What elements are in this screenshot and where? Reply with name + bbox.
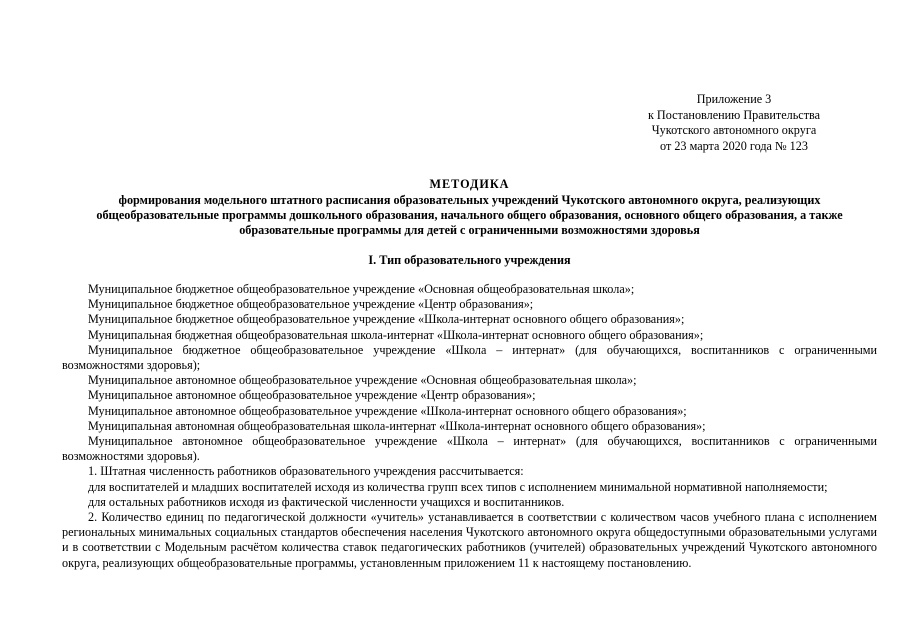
paragraph: Муниципальная бюджетная общеобразовательная школа-интернат «Школа-интернат основного общего образования»; <box>88 327 704 342</box>
section-heading: I. Тип образовательного учреждения <box>368 253 571 267</box>
paragraph: Муниципальное бюджетное общеобразовательное учреждение «Школа-интернат основного общего образования»; <box>88 312 685 327</box>
paragraph: Муниципальное бюджетное общеобразовательное учреждение «Центр образования»; <box>88 297 534 312</box>
paragraph: для остальных работников исходя из фактической численности учащихся и воспитанников. <box>88 494 565 509</box>
paragraph: Муниципальное бюджетное общеобразовательное учреждение «Основная общеобразовательная школа»; <box>88 282 635 296</box>
paragraph: для воспитателей и младших воспитателей исходя из количества групп всех типов с исполнением минимальной нормативной наполняемости; <box>88 479 828 494</box>
paragraph: 1. Штатная численность работников образовательного учреждения рассчитывается: <box>88 464 524 479</box>
paragraph: Муниципальное автономное общеобразовательное учреждение «Центр образования»; <box>88 388 536 403</box>
paragraph: Муниципальное бюджетное общеобразовательное учреждение «Школа – интернат» (для обучающихся, воспитанников с ограниченными возможностями здоровья); <box>62 342 877 373</box>
paragraph: Муниципальная автономная общеобразовательная школа-интернат «Школа-интернат основного общего образования»; <box>88 418 706 433</box>
document-body <box>62 282 877 571</box>
document-title: МЕТОДИКА <box>429 177 510 191</box>
appendix-line: Приложение 3 <box>696 92 772 106</box>
appendix-line: от 23 марта 2020 года № 123 <box>660 138 808 153</box>
paragraph: Муниципальное автономное общеобразовательное учреждение «Школа – интернат» (для обучающихся, воспитанников с ограниченными возможностями здоровья). <box>62 434 877 464</box>
paragraph: Муниципальное автономное общеобразовательное учреждение «Основная общеобразовательная школа»; <box>88 373 637 388</box>
document-page <box>62 0 877 640</box>
appendix-reference <box>638 92 830 154</box>
paragraph: Муниципальное автономное общеобразовательное учреждение «Школа-интернат основного общего образования»; <box>88 403 687 418</box>
appendix-line: к Постановлению Правительства <box>647 107 821 122</box>
paragraph: 2. Количество единиц по педагогической должности «учитель» устанавливается в соответствии с количеством часов учебного плана с исполнением региональных минимальных социальных стандартов обеспечения населения Чукотского автономного округа общедоступными образовательными услугами и в соответствии с Модельным расчётом количества ставок педагогических работников (учителей) образовательных учреждений Чукотского автономного округа, реализующих общеобразовательные программы, установленным приложением 11 к настоящему постановлению. <box>62 510 877 570</box>
appendix-line: Чукотского автономного округа <box>651 123 817 137</box>
document-subtitle: формирования модельного штатного расписания образовательных учреждений Чукотского автономного округа, реализующих общеобразовательные программы дошкольного образования, начального общего образования, основного общего образования, а также образовательные программы для детей с ограниченными возможностями здоровья <box>96 193 843 237</box>
